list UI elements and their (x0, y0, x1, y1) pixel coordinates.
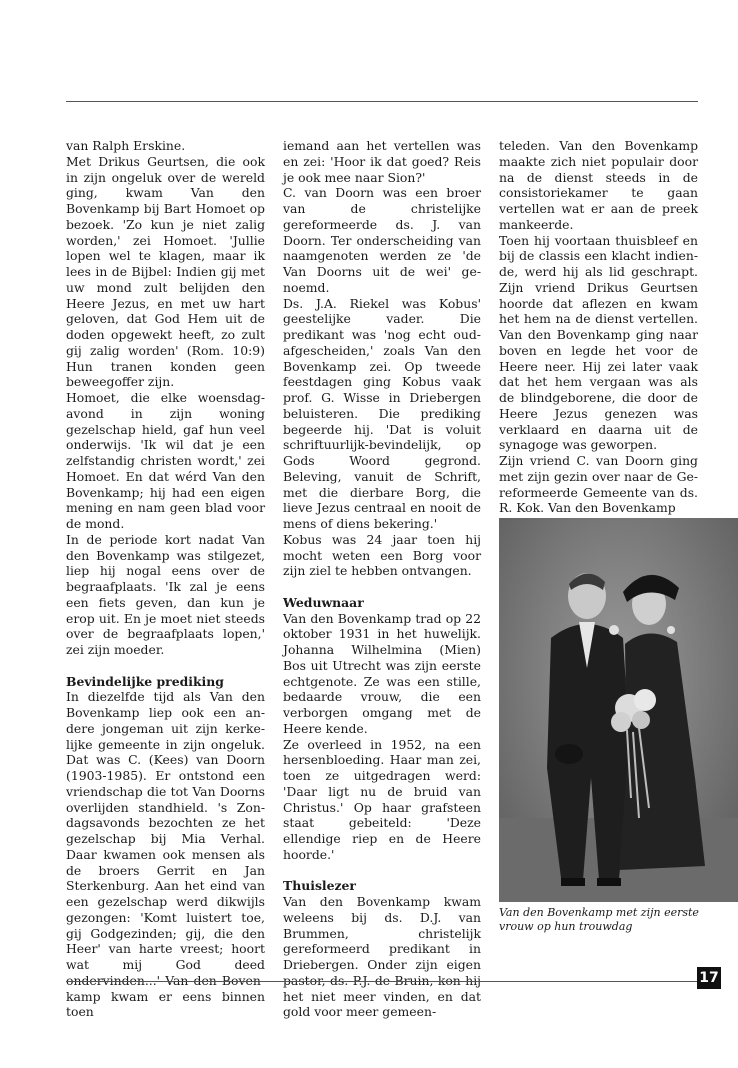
paragraph: Met Drikus Geurtsen, die ook in zijn ongeluk over de wereld ging, kwam Van den Bovenkamp bij Bart Homoet op bezoek. 'Zo kun je niet zalig worden,' zei Homoet. 'Jullie lopen wel te klagen, maar ik lees in de Bijbel: Indien gij met uw mond zult belijden den Heere Jezus, en met uw hart geloven, dat God Hem uit de doden opgewekt heeft, zo zult gij zalig worden' (Rom. 10:9) Hun tranen konden geen beweegoffer zijn. (66, 153, 265, 390)
column-2 (283, 138, 481, 1020)
column-1 (66, 138, 265, 1020)
paragraph: Ds. J.A. Riekel was Kobus' geestelijke vader. Die predikant was 'nog echt oud-afgescheiden,' zoals Van den Bovenkamp zei. Op tweede feestdagen ging Kobus vaak prof. G. Wisse in Driebergen beluisteren. Die prediking begeerde hij. 'Dat is voluit schriftuurlijk-bevindelijk, op Gods Woord gegrond. Beleving, vanuit de Schrift, met die dierbare Borg, die lieve Jezus centraal en nooit de mens of diens bekering.' (283, 295, 481, 531)
paragraph: iemand aan het vertellen was en zei: 'Hoor ik dat goed? Reis je ook mee naar Sion?' (283, 138, 481, 185)
wedding-photo-image (499, 518, 738, 902)
paragraph: teleden. Van den Bovenkamp maakte zich niet populair door na de dienst steeds in de consistoriekamer te gaan vertellen wat er aan de preek mankeerde. (499, 138, 698, 232)
paragraph: C. van Doorn was een broer van de christelijke gereformeerde ds. J. van Doorn. Ter onderscheiding van naamgenoten werden ze 'de Van Doorns uit de wei' genoemd. (283, 185, 481, 295)
paragraph: In de periode kort nadat Van den Bovenkamp was stilgezet, liep hij nogal eens over de begraafplaats. 'Ik zal je eens een fiets geven, dan kun je erop uit. En je moet niet steeds over de begraafplaats lopen,' zei zijn moeder. (66, 531, 265, 657)
top-rule (66, 101, 698, 102)
section-heading-weduwnaar: Weduwnaar (283, 594, 364, 610)
paragraph: van Ralph Erskine. (66, 138, 186, 153)
paragraph: Homoet, die elke woensdagavond in zijn woning gezelschap hield, gaf hun veel onderwijs. 'Ik wil dat je een zelfstandig christen wordt,' zei Homoet. En dat wérd Van den Bovenkamp; hij had een eigen mening en nam geen blad voor de mond. (66, 390, 265, 531)
paragraph: Van den Bovenkamp trad op 22 oktober 1931 in het huwelijk. Johanna Wilhelmina (Mien) Bos uit Utrecht was zijn eerste echtgenote. Ze was een stille, bedaarde vrouw, die een verborgen omgang met de Heere kende. (283, 610, 481, 736)
paragraph: Zijn vriend C. van Doorn ging met zijn gezin over naar de Gereformeerde Gemeente van ds. R. Kok. Van den Bovenkamp (499, 453, 698, 516)
wedding-photo (499, 518, 738, 902)
page-number: 17 (697, 967, 721, 989)
column-3 (499, 138, 698, 516)
paragraph: Toen hij voortaan thuisbleef en bij de classis een klacht indiende, werd hij als lid geschrapt. Zijn vriend Drikus Geurtsen hoorde dat aflezen en kwam het hem na de dienst vertellen. Van den Bovenkamp ging naar boven en legde het voor de Heere neer. Hij zei later vaak dat het hem vergaan was als de blindgeborene, die door de Heere Jezus genezen was verklaard en daarna uit de synagoge was geworpen. (499, 232, 698, 453)
paragraph: Ze overleed in 1952, na een hersenbloeding. Haar man zei, toen ze uitgedragen werd: 'Daar ligt nu de bruid van Christus.' Op haar grafsteen staat gebeiteld: 'Deze ellendige riep en de Heere hoorde.' (283, 736, 481, 862)
section-heading-bevindelijke-prediking: Bevindelijke prediking (66, 673, 224, 689)
bottom-rule (66, 981, 698, 982)
section-heading-thuislezer: Thuislezer (283, 878, 356, 894)
paragraph: Kobus was 24 jaar toen hij mocht weten een Borg voor zijn ziel te hebben ontvangen. (283, 531, 481, 579)
paragraph: Van den Bovenkamp kwam weleens bij ds. D.J. van Brummen, christelijk gereformeerd predikant in Driebergen. Onder zijn eigen pastor, ds. P.J. de Bruin, kon hij het niet meer vinden, en dat gold voor meer gemeen- (283, 894, 481, 1020)
paragraph: In diezelfde tijd als Van den Bovenkamp liep ook een andere jongeman uit zijn kerkelijke gemeente in zijn ongeluk. Dat was C. (Kees) van Doorn (1903-1985). Er ontstond een vriendschap die tot Van Doorns overlijden standhield. 's Zondagsavonds bezochten ze het gezelschap bij Mia Verhal. Daar kwamen ook mensen als de broers Gerrit en Jan Sterkenburg. Aan het eind van een gezelschap werd dikwijls gezongen: 'Komt luistert toe, gij Godgezinden; gij, die den Heer' van harte vreest; hoort wat mij God deed ondervinden...' Van den Bovenkamp kwam er eens binnen toen (66, 689, 265, 1020)
photo-caption: Van den Bovenkamp met zijn eerste vrouw op hun trouwdag (499, 906, 699, 933)
